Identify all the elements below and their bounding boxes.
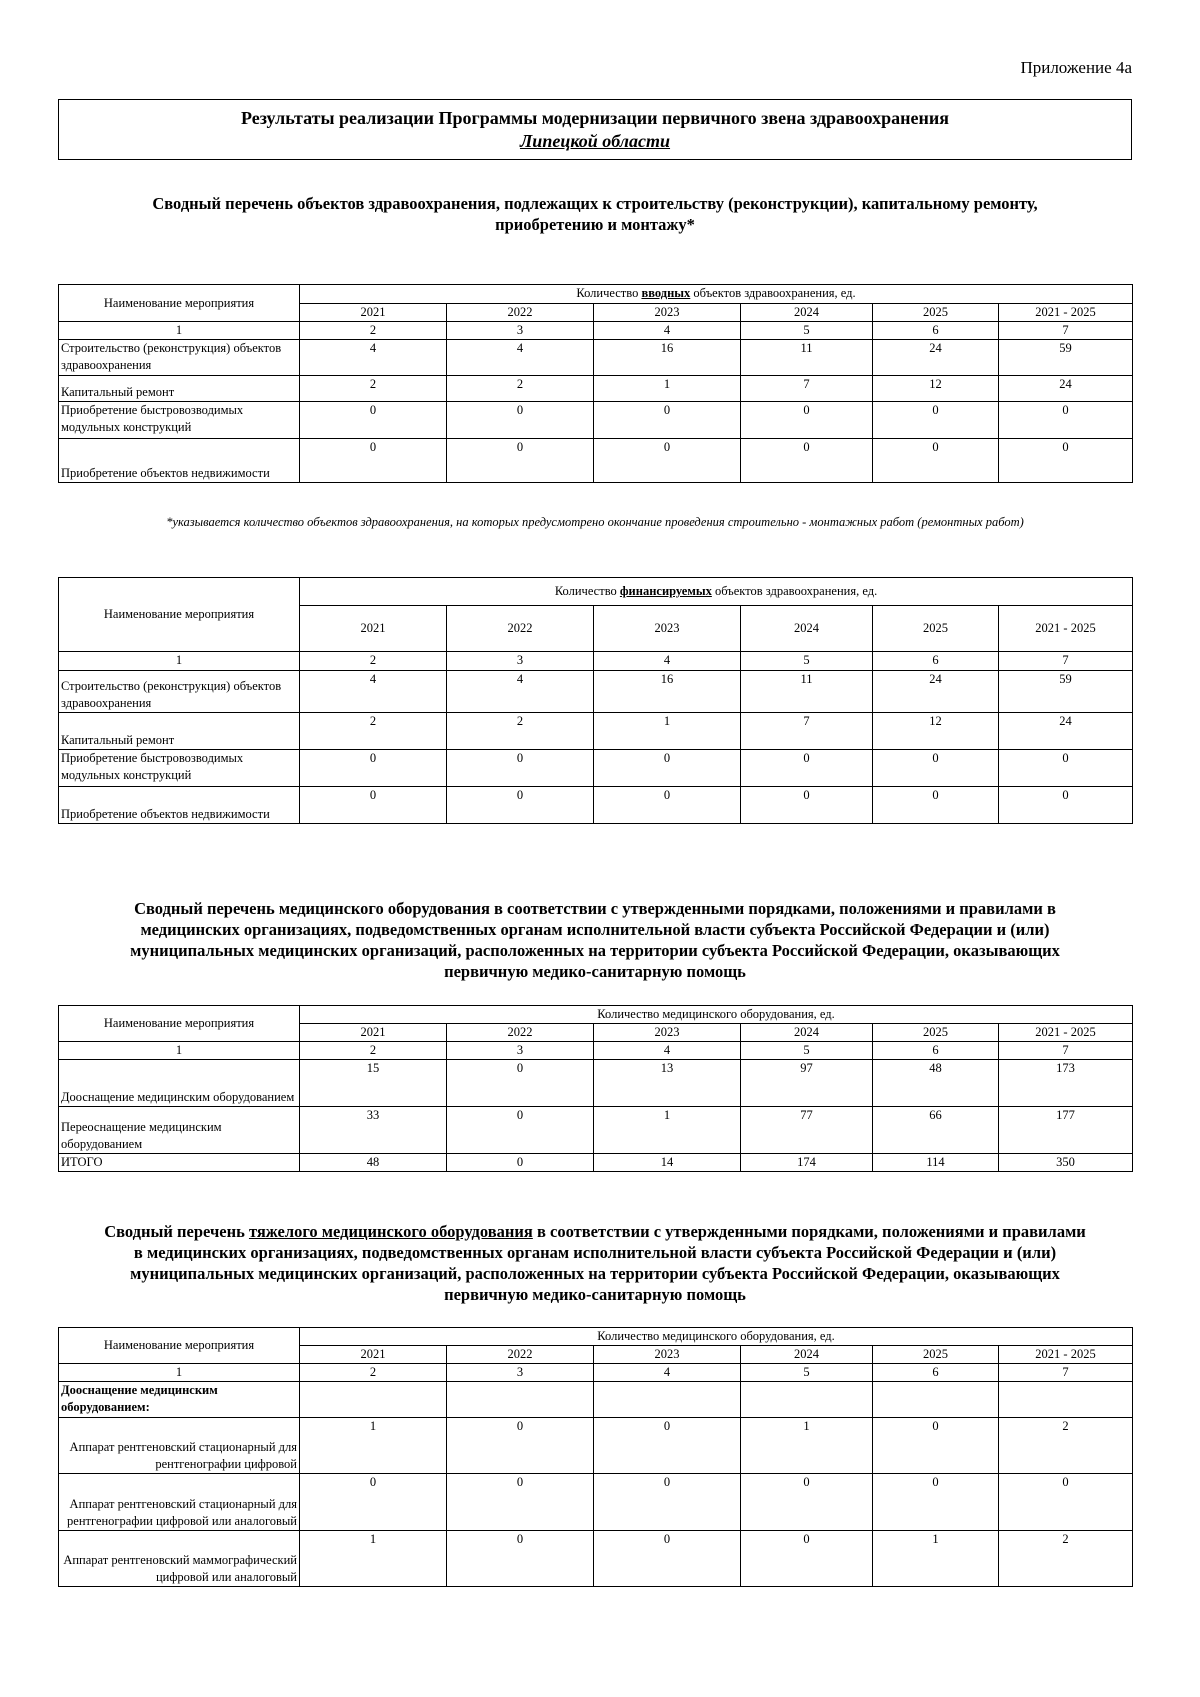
emphasis-heavy-equipment: тяжелого медицинского оборудования [248,1222,533,1241]
year-header: 2025 [873,1346,999,1364]
year-header: 2023 [594,1024,741,1042]
footnote: *указывается количество объектов здравоохранения, на которых предусмотрено окончание проведения строительно - монтажных работ (ремонтных работ) [166,515,1024,529]
year-header: 2024 [741,1346,873,1364]
heavy-equipment-table [58,1327,1133,1587]
table-row: Приобретение объектов недвижимости 0 0 0 0 0 0 [59,787,1133,824]
document-title-box [58,99,1132,160]
column-header-group: Количество медицинского оборудования, ед. [300,1006,1133,1024]
section1-heading-line1: Сводный перечень объектов здравоохранения, подлежащих к строительству (реконструкции), капитальному ремонту, [152,194,1038,213]
year-header: 2023 [594,1346,741,1364]
total-row: ИТОГО 48 0 14 174 114 350 [59,1154,1133,1172]
year-header: 2021 - 2025 [999,304,1133,322]
year-header: 2021 - 2025 [999,1024,1133,1042]
year-header: 2021 [300,304,447,322]
year-header: 2022 [447,1024,594,1042]
column-header-group: Количество медицинского оборудования, ед. [300,1328,1133,1346]
column-number-row: 1 2 3 4 5 6 7 [59,652,1133,671]
document-title: Результаты реализации Программы модернизации первичного звена здравоохранения [240,108,950,128]
year-header: 2021 - 2025 [999,1346,1133,1364]
table-row: Переоснащение медицинским оборудованием 33 0 1 77 66 177 [59,1107,1133,1154]
table-row: Приобретение быстровозводимых модульных конструкций 0 0 0 0 0 0 [59,402,1133,439]
emphasis-financed: финансируемых [619,584,712,598]
column-number-row: 1 2 3 4 5 6 7 [59,1042,1133,1060]
medical-equipment-table [58,1005,1133,1172]
table-row: Приобретение быстровозводимых модульных конструкций 0 0 0 0 0 0 [59,750,1133,787]
column-header-name: Наименование мероприятия [59,285,300,322]
year-header: 2023 [594,304,741,322]
year-header: 2025 [873,304,999,322]
year-header: 2021 [300,606,447,652]
column-number-row: 1 2 3 4 5 6 7 [59,322,1133,340]
year-header: 2021 [300,1346,447,1364]
column-header-group: Количество финансируемых объектов здравоохранения, ед. [300,578,1133,606]
table-row: Капитальный ремонт 2 2 1 7 12 24 [59,376,1133,402]
year-header: 2024 [741,304,873,322]
table-row: Строительство (реконструкция) объектов здравоохранения 4 4 16 11 24 59 [59,340,1133,376]
table-row: Аппарат рентгеновский маммографический цифровой или аналоговый 1 0 0 0 1 2 [59,1531,1133,1587]
column-header-name: Наименование мероприятия [59,578,300,652]
year-header: 2024 [741,1024,873,1042]
year-header: 2024 [741,606,873,652]
year-header: 2022 [447,1346,594,1364]
column-header-name: Наименование мероприятия [59,1328,300,1364]
table-row: Аппарат рентгеновский стационарный для рентгенографии цифровой или аналоговый 0 0 0 0 0 0 [59,1474,1133,1531]
year-header: 2022 [447,606,594,652]
year-header: 2021 [300,1024,447,1042]
commissioned-objects-table [58,284,1133,483]
section3-heading: Сводный перечень медицинского оборудования в соответствии с утвержденными порядками, положениями и правилами в медицинских организациях, подведомственных органам исполнительной власти субъекта Российской Федерации и (или) муниципальных медицинских организаций, расположенных на территории субъекта Российской Федерации, оказывающих первичную медико-санитарную помощь [130,899,1060,981]
section1-heading [60,193,1130,235]
table-row: Аппарат рентгеновский стационарный для рентгенографии цифровой 1 0 0 1 0 2 [59,1418,1133,1474]
column-header-name: Наименование мероприятия [59,1006,300,1042]
table-row: Капитальный ремонт 2 2 1 7 12 24 [59,713,1133,750]
year-header: 2021 - 2025 [999,606,1133,652]
table-row: Строительство (реконструкция) объектов здравоохранения 4 4 16 11 24 59 [59,671,1133,713]
year-header: 2022 [447,304,594,322]
column-header-group: Количество вводных объектов здравоохранения, ед. [300,285,1133,304]
region-name: Липецкой области [519,131,671,151]
table-row: Дооснащение медицинским оборудованием 15 0 13 97 48 173 [59,1060,1133,1107]
financed-objects-table [58,577,1133,824]
column-number-row: 1 2 3 4 5 6 7 [59,1364,1133,1382]
section4-heading: Сводный перечень тяжелого медицинского оборудования в соответствии с утвержденными порядками, положениями и правилами в медицинских организациях, подведомственных органам исполнительной власти субъекта Российской Федерации и (или) муниципальных медицинских организаций, расположенных на территории субъекта Российской Федерации, оказывающих первичную медико-санитарную помощь [104,1222,1086,1304]
appendix-label: Приложение 4а [1020,58,1132,77]
table-row: Приобретение объектов недвижимости 0 0 0 0 0 0 [59,439,1133,483]
emphasis-commissioned: вводных [641,286,691,300]
year-header: 2025 [873,606,999,652]
year-header: 2023 [594,606,741,652]
year-header: 2025 [873,1024,999,1042]
group-row: Дооснащение медицинским оборудованием: [59,1382,1133,1418]
section1-heading-line2: приобретению и монтажу* [495,215,695,234]
